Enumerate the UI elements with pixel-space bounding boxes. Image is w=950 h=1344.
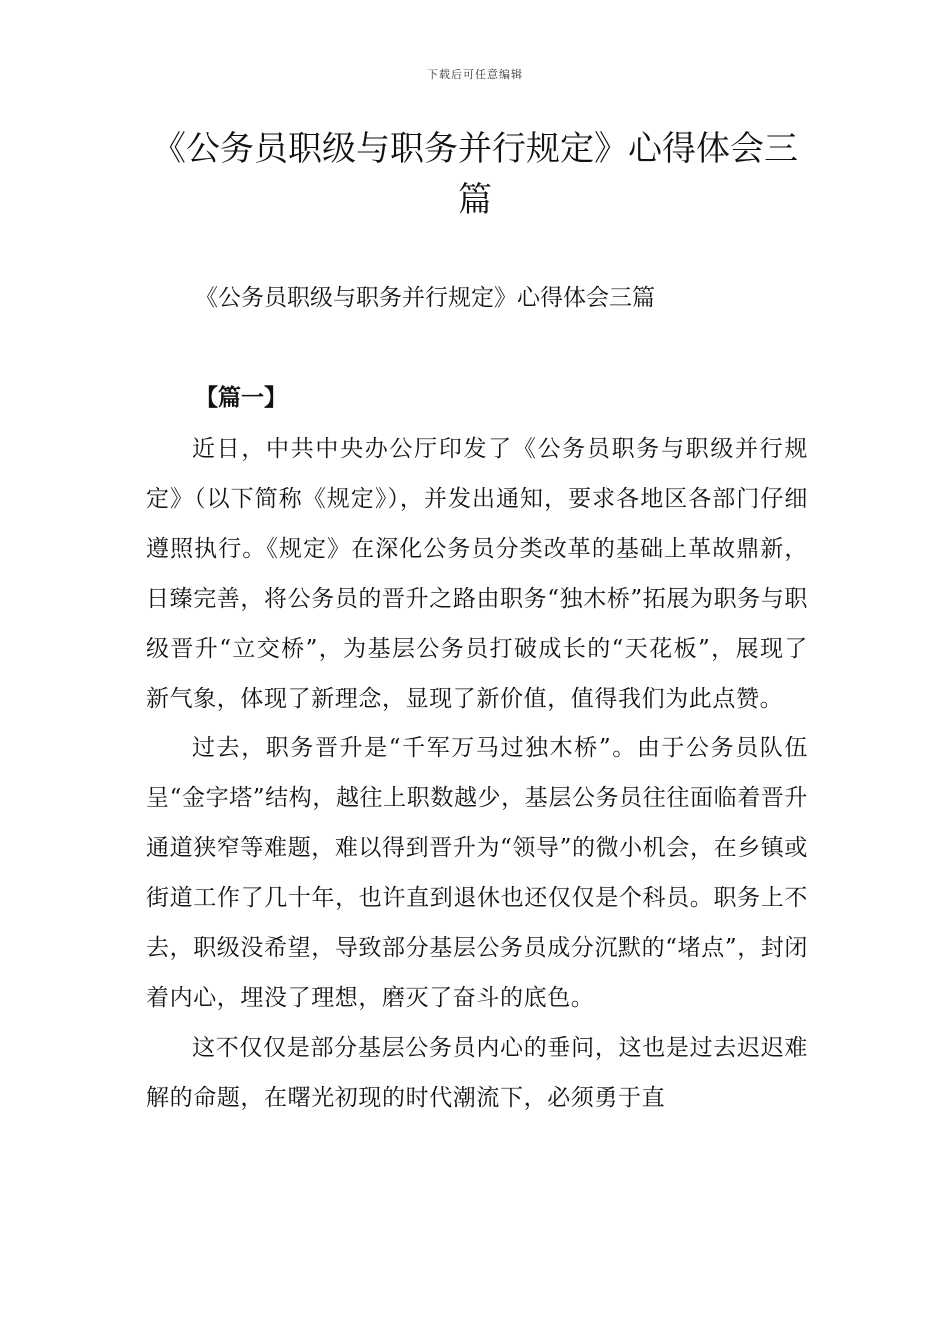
header-note: 下载后可任意编辑 — [427, 68, 523, 81]
document-subtitle: 《公务员职级与职务并行规定》心得体会三篇 — [195, 285, 655, 311]
section-heading: 【篇一】 — [195, 384, 287, 411]
document-title: 《公务员职级与职务并行规定》心得体会三篇 — [152, 129, 798, 220]
body-paragraph: 这不仅仅是部分基层公务员内心的垂问，这也是过去迟迟难解的命题，在曙光初现的时代潮流下，必须勇于直 — [146, 1034, 808, 1111]
document-body — [146, 425, 808, 1124]
body-paragraph: 近日，中共中央办公厅印发了《公务员职务与职级并行规定》（以下简称《规定》），并发出通知，要求各地区各部门仔细遵照执行。《规定》在深化公务员分类改革的基础上革故鼎新，日臻完善，将公务员的晋升之路由职务“独木桥”拓展为职务与职级晋升“立交桥”，为基层公务员打破成长的“天花板”，展现了新气象，体现了新理念，显现了新价值，值得我们为此点赞。 — [146, 436, 808, 712]
body-paragraph: 过去，职务晋升是“千军万马过独木桥”。由于公务员队伍呈“金字塔”结构，越往上职数越少，基层公务员往往面临着晋升通道狭窄等难题，难以得到晋升为“领导”的微小机会，在乡镇或街道工作了几十年，也许直到退休也还仅仅是个科员。职务上不去，职级没希望，导致部分基层公务员成分沉默的“堵点”，封闭着内心，埋没了理想，磨灭了奋斗的底色。 — [146, 735, 808, 1011]
